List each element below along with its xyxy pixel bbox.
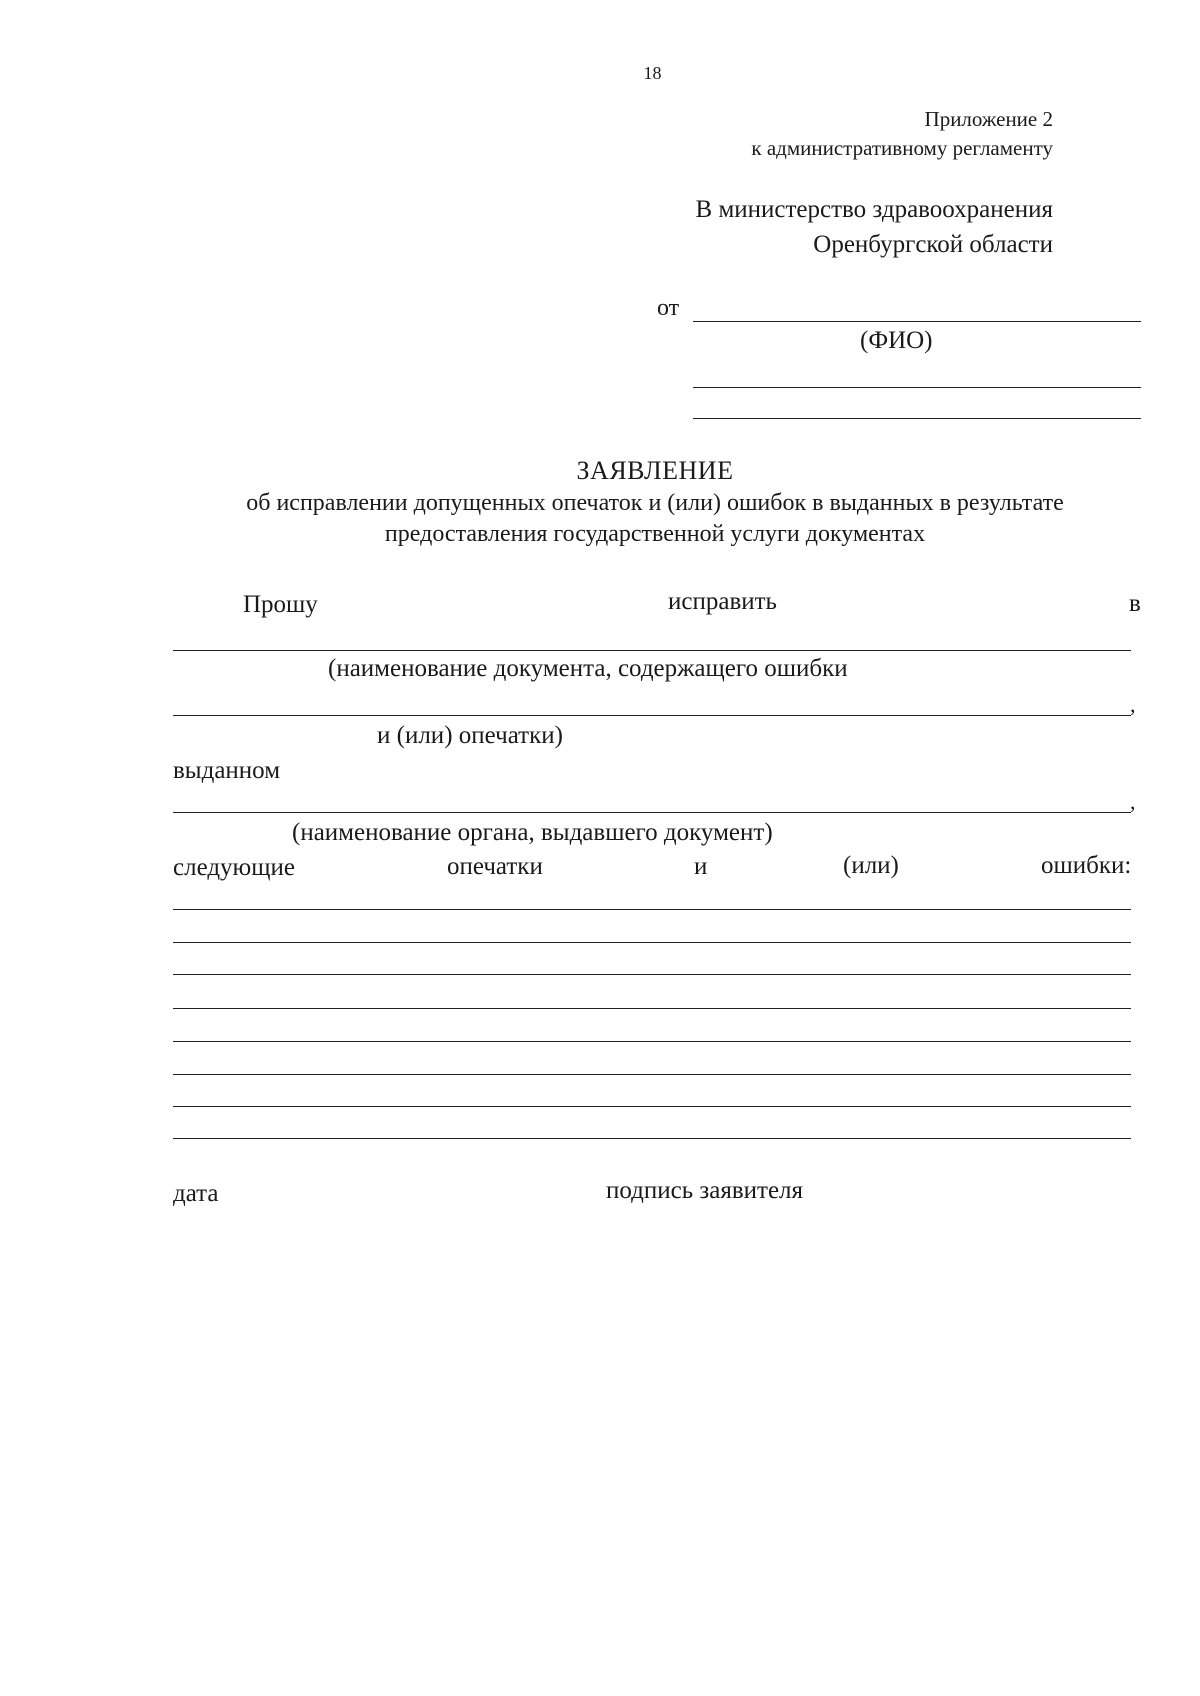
document-name-line-2[interactable] [173, 715, 1131, 716]
comma-1: , [1130, 692, 1136, 717]
following-word-5: ошибки: [1041, 852, 1132, 879]
following-word-1: следующие [173, 854, 295, 881]
request-word-3: в [1129, 590, 1141, 617]
following-word-2: опечатки [447, 853, 543, 880]
addressee-block [696, 192, 1053, 262]
subtitle-line-1: об исправлении допущенных опечаток и (или) ошибок в выданных в результате [246, 490, 1064, 516]
errors-line-8[interactable] [173, 1138, 1131, 1139]
page-number: 18 [643, 63, 662, 83]
issued-label: выданном [173, 757, 281, 784]
errors-line-6[interactable] [173, 1074, 1131, 1075]
errors-line-7[interactable] [173, 1106, 1131, 1107]
errors-line-4[interactable] [173, 1008, 1131, 1009]
address-field-line-2[interactable] [693, 418, 1141, 419]
subtitle-line-2: предоставления государственной услуги документах [384, 521, 926, 547]
following-word-3: и [694, 853, 708, 880]
address-field-line-1[interactable] [693, 387, 1141, 388]
request-word-2: исправить [668, 588, 777, 615]
signature-label: подпись заявителя [606, 1177, 804, 1204]
errors-line-1[interactable] [173, 909, 1131, 910]
document-name-caption-cont: и (или) опечатки) [377, 722, 563, 749]
errors-line-5[interactable] [173, 1041, 1131, 1042]
date-label: дата [173, 1180, 219, 1207]
issuer-caption: (наименование органа, выдавшего документ) [292, 819, 773, 846]
appendix-note [751, 105, 1053, 163]
document-name-caption: (наименование документа, содержащего ошибки [328, 655, 848, 682]
document-subtitle [0, 488, 1200, 550]
request-word-1: Прошу [243, 591, 318, 618]
errors-line-3[interactable] [173, 974, 1131, 975]
document-title: ЗАЯВЛЕНИЕ [576, 456, 734, 485]
following-word-4: (или) [843, 852, 899, 879]
issuer-field-line[interactable] [173, 812, 1131, 813]
document-name-line-1[interactable] [173, 650, 1131, 651]
addressee-line-2: Оренбургской области [813, 231, 1053, 258]
errors-line-2[interactable] [173, 942, 1131, 943]
fio-field-line[interactable] [693, 321, 1141, 322]
comma-2: , [1130, 789, 1136, 814]
addressee-line-1: В министерство здравоохранения [695, 196, 1053, 223]
fio-caption: (ФИО) [860, 327, 933, 354]
from-label: от [657, 295, 680, 321]
appendix-line-1: Приложение 2 [924, 107, 1053, 131]
appendix-line-2: к административному регламенту [751, 136, 1053, 160]
